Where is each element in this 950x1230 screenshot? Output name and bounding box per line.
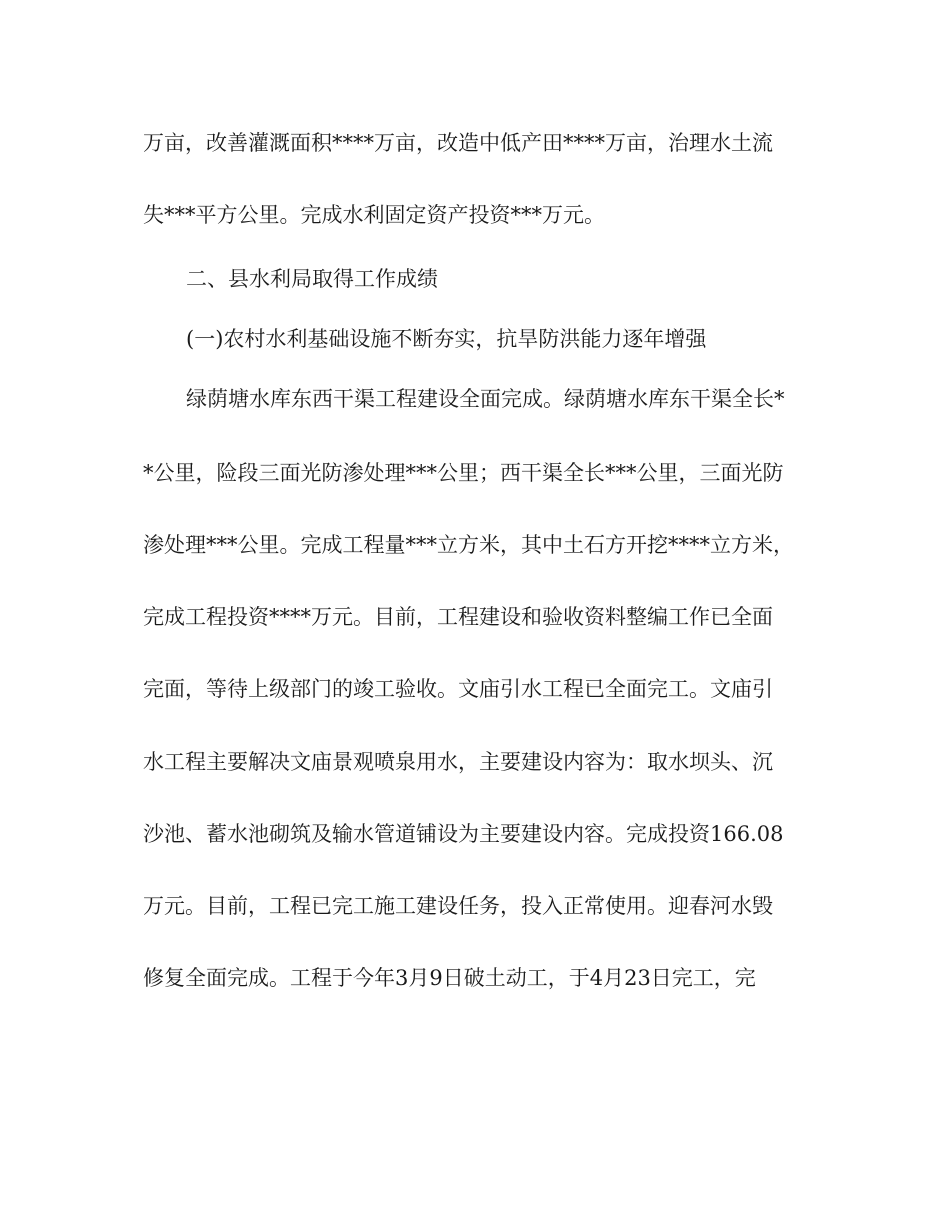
body-text-line: *公里，险段三面光防渗处理***公里；西干渠全长***公里，三面光防 <box>143 461 784 485</box>
body-text-line: 水工程主要解决文庙景观喷泉用水，主要建设内容为：取水坝头、沉 <box>143 750 773 774</box>
body-text-line: 修复全面完成。工程于今年3月9日破土动工，于4月23日完工，完 <box>143 966 756 990</box>
body-text-line: 完面，等待上级部门的竣工验收。文庙引水工程已全面完工。文庙引 <box>143 677 773 701</box>
body-text-line: 万元。目前，工程已完工施工建设任务，投入正常使用。迎春河水毁 <box>143 894 773 918</box>
section-heading: 二、县水利局取得工作成绩 <box>186 267 438 291</box>
subsection-heading: (一)农村水利基础设施不断夯实，抗旱防洪能力逐年增强 <box>186 327 707 351</box>
body-text-line: 失***平方公里。完成水利固定资产投资***万元。 <box>143 203 605 227</box>
body-text-line: 万亩，改善灌溉面积****万亩，改造中低产田****万亩，治理水土流 <box>143 131 773 155</box>
body-text-line: 沙池、蓄水池砌筑及输水管道铺设为主要建设内容。完成投资166.08 <box>143 822 784 846</box>
body-text-line: 渗处理***公里。完成工程量***立方米，其中土石方开挖****立方米， <box>143 533 794 557</box>
body-text-line: 完成工程投资****万元。目前，工程建设和验收资料整编工作已全面 <box>143 605 773 629</box>
paragraph-first-line: 绿荫塘水库东西干渠工程建设全面完成。绿荫塘水库东干渠全长* <box>186 387 785 411</box>
